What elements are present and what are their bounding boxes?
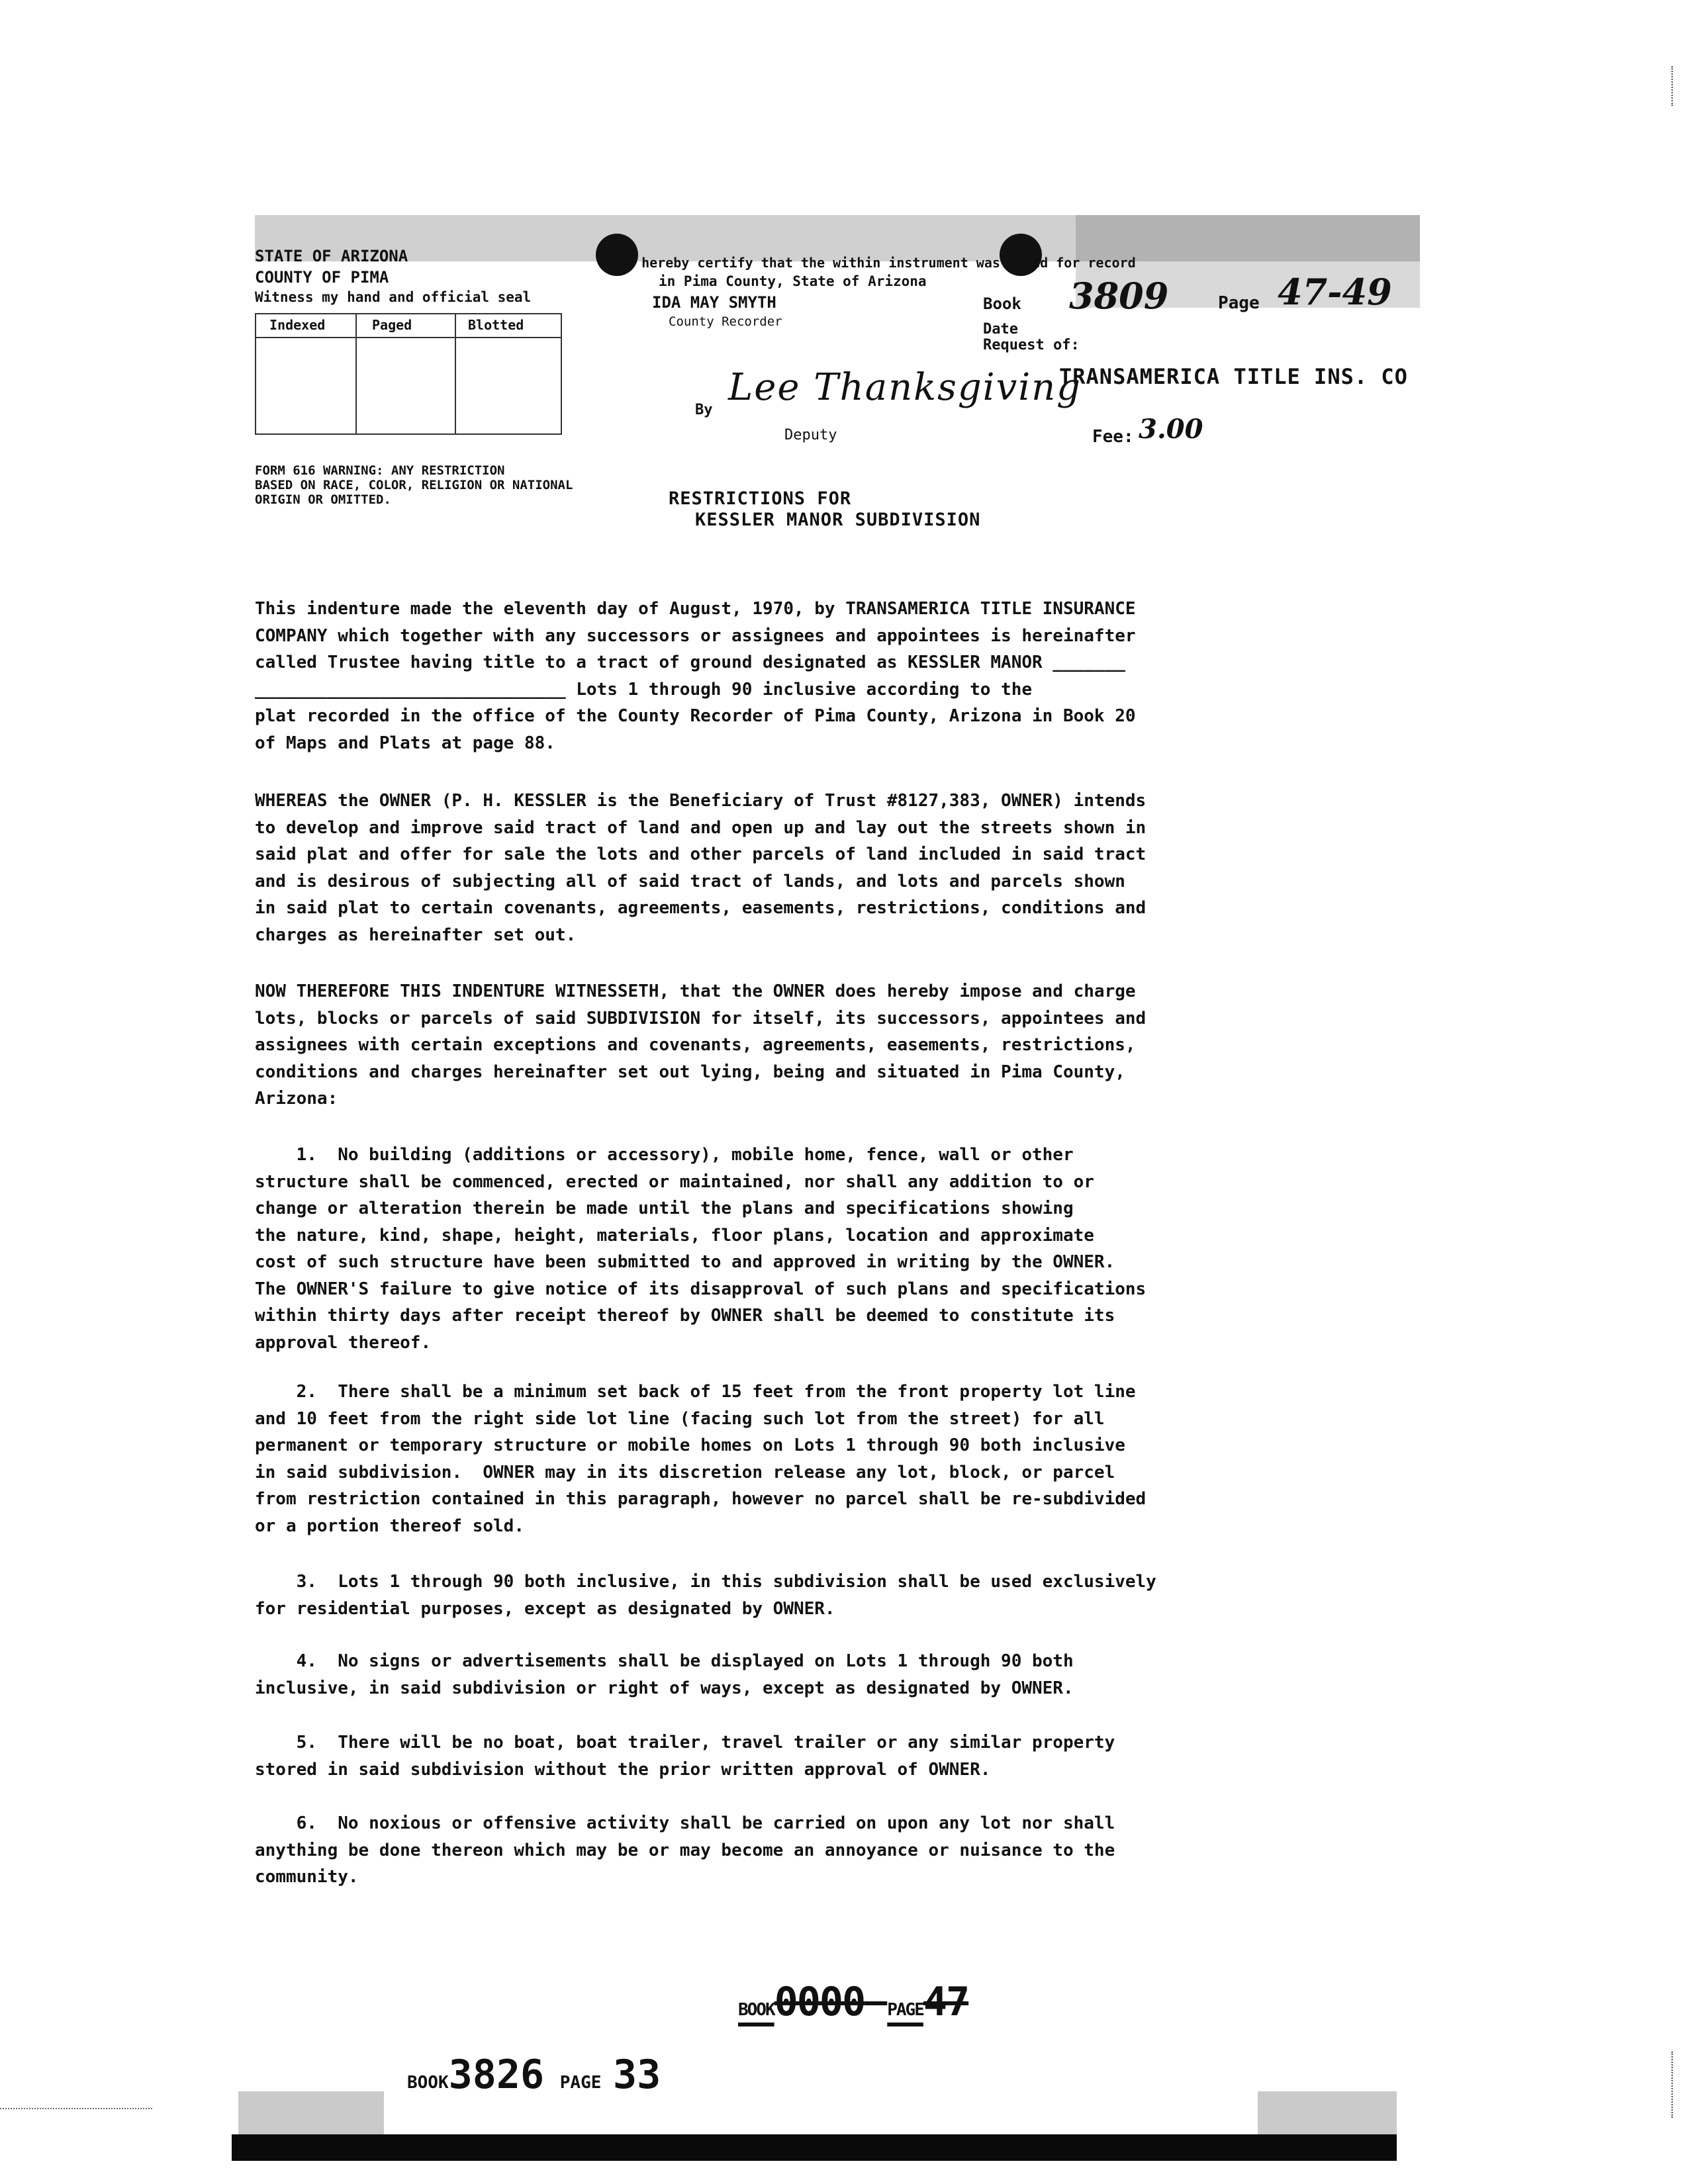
document-title [669, 488, 980, 531]
struck-book-page-stamp [738, 1979, 968, 2025]
fee-value-handwritten: 3.00 [1139, 414, 1203, 445]
book-number-handwritten: 3809 [1069, 275, 1169, 317]
title-line-2: KESSLER MANOR SUBDIVISION [695, 510, 981, 530]
recorder-name: IDA MAY SMYTH [652, 293, 776, 312]
recorder-stamp [255, 215, 1420, 486]
index-grid [255, 313, 562, 435]
restriction-5: 5. There will be no boat, boat trailer, travel trailer or any similar property stored in said subdivision without the prior written approval of OWNER. [255, 1733, 1115, 1780]
footer-book-label: BOOK [407, 2073, 449, 2093]
scan-noise-bottom-left [238, 2091, 384, 2138]
deputy-label: Deputy [784, 427, 837, 443]
recorder-title: County Recorder [669, 314, 782, 329]
indexed-label: Indexed [269, 317, 326, 333]
paragraph-indenture: This indenture made the eleventh day of August, 1970, by TRANSAMERICA TITLE INSURANCE COMPANY which together with any successors or assignees and appointees is hereinafter called Trustee having title to a tract of ground designated as KESSLER MANOR _______ ______________________________ Lots 1 through 90 inclusive according to the plat recorded in the office of the County Recorder of Pima County, Arizona in Book 20 of Maps and Plats at page 88. [255, 599, 1136, 753]
request-value: TRANSAMERICA TITLE INS. CO [1059, 364, 1408, 389]
fee-label: Fee: [1092, 427, 1134, 447]
scan-noise-bottom-right [1258, 2091, 1397, 2138]
date-label: Date [983, 321, 1018, 338]
by-label: By [695, 402, 713, 418]
paged-label: Paged [372, 317, 412, 333]
deputy-signature: Lee Thanksgiving [728, 366, 1082, 409]
form-notice-stamp: FORM 616 WARNING: ANY RESTRICTION BASED ON RACE, COLOR, RELIGION OR NATIONAL ORIGIN OR OMITTED. [255, 463, 573, 507]
book-label: Book [983, 295, 1021, 313]
blotted-label: Blotted [468, 317, 524, 333]
struck-page-number: 47 [923, 1979, 969, 2025]
scan-edge-mark-top [1671, 66, 1673, 106]
restriction-2: 2. There shall be a minimum set back of 15 feet from the front property lot line and 10 feet from the right side lot line (facing such lot from the street) for all permanent or temporary structure or mobile homes on Lots 1 through 90 both inclusive in said subdivision. OWNER may in its discretion release any lot, block, or parcel from restriction contained in this paragraph, however no parcel shall be re-subdivided or a portion thereof sold. [255, 1382, 1147, 1536]
footer-book-number: 3826 [448, 2052, 545, 2098]
page-label: Page [1218, 293, 1260, 313]
title-line-1: RESTRICTIONS FOR [669, 488, 852, 509]
restriction-6: 6. No noxious or offensive activity shall be carried on upon any lot nor shall anything be done thereon which may be or may become an annoyance or nuisance to the community. [255, 1813, 1115, 1887]
stamp-certify-line: I hereby certify that the within instrument was filed for record [626, 255, 1136, 271]
page-number-handwritten: 47-49 [1278, 271, 1392, 313]
scan-edge-mark-left [0, 2108, 152, 2109]
request-label: Request of: [983, 337, 1080, 353]
restriction-3: 3. Lots 1 through 90 both inclusive, in this subdivision shall be used exclusively for residential purposes, except as designated by OWNER. [255, 1572, 1156, 1619]
footer-page-label: PAGE [559, 2073, 602, 2093]
stamp-county-line: COUNTY OF PIMA [255, 268, 389, 287]
scan-edge-band [232, 2134, 1397, 2161]
footer-page-number: 33 [613, 2052, 661, 2098]
stamp-state-line: STATE OF ARIZONA [255, 247, 408, 265]
stamp-county-state-line: in Pima County, State of Arizona [659, 273, 927, 289]
scan-edge-mark-bottom [1671, 2052, 1673, 2118]
restriction-1: 1. No building (additions or accessory), mobile home, fence, wall or other structure shall be commenced, erected or maintained, nor shall any addition to or change or alteration therein be made until the plans and specifications showing the nature, kind, shape, height, materials, floor plans, location and approximate cost of such structure have been submitted to and approved in writing by the OWNER. The OWNER'S failure to give notice of its disapproval of such plans and specifications within thirty days after receipt thereof by OWNER shall be deemed to constitute its approval thereof. [255, 1145, 1147, 1353]
paragraph-now-therefore: NOW THEREFORE THIS INDENTURE WITNESSETH, that the OWNER does hereby impose and charge lots, blocks or parcels of said SUBDIVISION for itself, its successors, appointees and assignees with certain exceptions and covenants, agreements, easements, restrictions, conditions and charges hereinafter set out lying, being and situated in Pima County, Arizona: [255, 981, 1147, 1109]
struck-book-number: 0000 [774, 1979, 865, 2025]
struck-page-label: PAGE [887, 2000, 923, 2020]
restriction-4: 4. No signs or advertisements shall be displayed on Lots 1 through 90 both inclusive, in said subdivision or right of ways, except as designated by OWNER. [255, 1651, 1074, 1698]
struck-book-label: BOOK [738, 2000, 774, 2020]
stamp-witness-line: Witness my hand and official seal [255, 289, 532, 305]
book-page-stamp [407, 2052, 661, 2098]
paragraph-whereas: WHEREAS the OWNER (P. H. KESSLER is the Beneficiary of Trust #8127,383, OWNER) intends to develop and improve said tract of land and open up and lay out the streets shown in said plat and offer for sale the lots and other parcels of land included in said tract and is desirous of subjecting all of said tract of lands, and lots and parcels shown in said plat to certain covenants, agreements, easements, restrictions, conditions and charges as hereinafter set out. [255, 791, 1147, 945]
